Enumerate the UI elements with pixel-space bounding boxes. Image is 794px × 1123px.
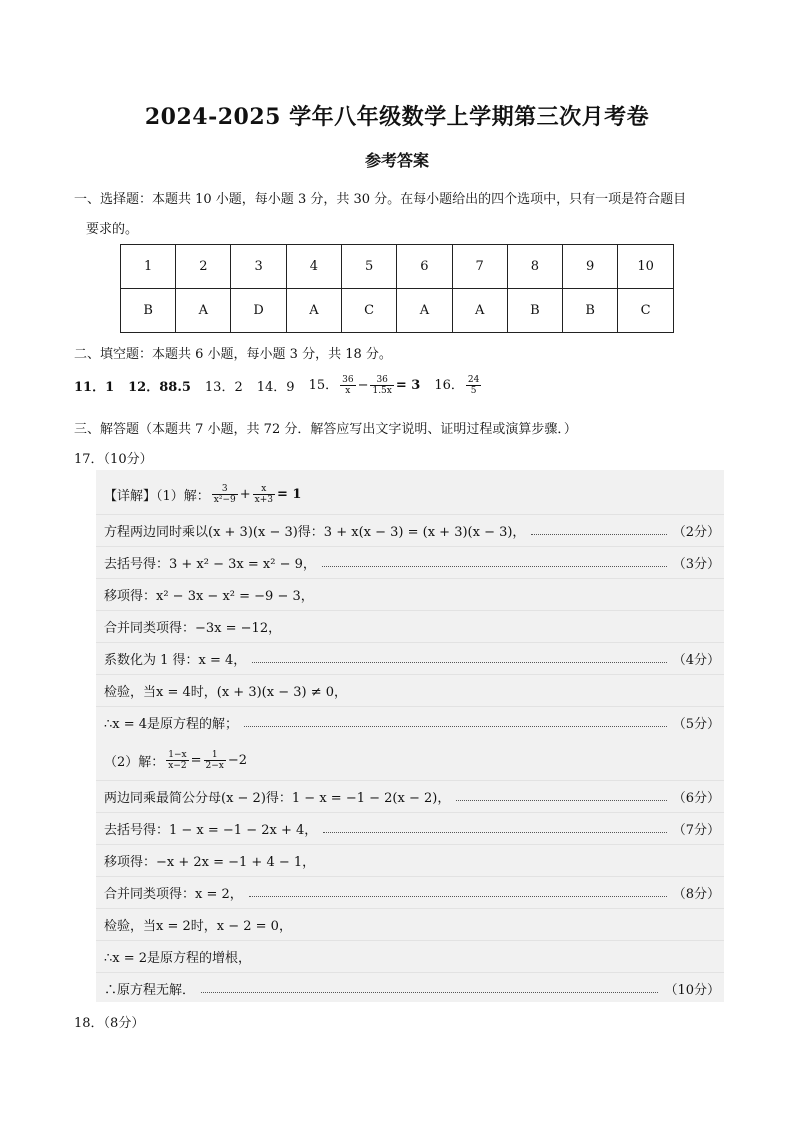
- answer-13: 13．2: [204, 379, 243, 395]
- table-cell-number: 3: [231, 245, 286, 289]
- step-separator: [96, 546, 724, 547]
- step-separator: [96, 940, 724, 941]
- table-cell-number: 6: [397, 245, 452, 289]
- step-separator: [96, 578, 724, 579]
- solution-step: [104, 612, 720, 640]
- step-separator: [96, 812, 724, 813]
- solution-step: [104, 846, 720, 874]
- solution-step: [104, 708, 720, 736]
- step-text: 系数化为 1 得：x = 4，: [104, 652, 247, 668]
- choice-answer-table: [120, 244, 674, 333]
- table-cell-answer: B: [121, 289, 176, 333]
- table-cell-answer: A: [176, 289, 231, 333]
- table-row-answers: [121, 289, 674, 333]
- dot-leader: [531, 534, 666, 535]
- solution-step: [104, 782, 720, 810]
- page-title: 2024-2025 学年八年级数学上学期第三次月考卷: [144, 104, 650, 130]
- answer-11: 11．1: [74, 379, 115, 395]
- step-score: （7分）: [672, 822, 720, 838]
- table-row-numbers: [121, 245, 674, 289]
- solution-step: [104, 910, 720, 938]
- solution-step: [104, 878, 720, 906]
- q18-label: 18．（8分）: [74, 1016, 145, 1031]
- solution-step: [104, 644, 720, 672]
- table-cell-answer: B: [507, 289, 562, 333]
- section2-heading: 二、填空题：本题共 6 小题，每小题 3 分，共 18 分。: [74, 347, 392, 362]
- step-text: 检验，当x = 4时，(x + 3)(x − 3) ≠ 0，: [104, 684, 347, 700]
- table-cell-number: 10: [618, 245, 674, 289]
- solution-step: [104, 974, 720, 1002]
- step-separator: [96, 908, 724, 909]
- step-score: （2分）: [672, 524, 720, 540]
- fraction: $\frac{1}{2-x}$: [205, 749, 224, 771]
- step-text: 移项得：x² − 3x − x² = −9 − 3，: [104, 588, 314, 604]
- dot-leader: [252, 662, 666, 663]
- step-text: 去括号得：1 − x = −1 − 2x + 4，: [104, 822, 318, 838]
- step-score: （4分）: [672, 652, 720, 668]
- answer-14: 14．9: [256, 379, 295, 395]
- q17-part2-equation: （2）解： $\frac{1-x}{x-2}$ = $\frac{1}{2-x}$ −2: [104, 749, 248, 771]
- table-cell-number: 1: [121, 245, 176, 289]
- step-score: （5分）: [672, 716, 720, 732]
- step-text: 合并同类项得：x = 2，: [104, 886, 243, 902]
- step-score: （3分）: [672, 556, 720, 572]
- answer-12: 12．88.5: [128, 379, 191, 395]
- solution-step: [104, 814, 720, 842]
- step-text: ∴x = 2是原方程的增根，: [104, 950, 252, 966]
- step-separator: [96, 514, 724, 515]
- dot-leader: [323, 832, 666, 833]
- step-text: 两边同乘最简公分母(x − 2)得：1 − x = −1 − 2(x − 2)，: [104, 790, 451, 806]
- dot-leader: [244, 726, 667, 727]
- step-text: ∴x = 4是原方程的解；: [104, 716, 239, 732]
- fraction: $\frac{x}{x+3}$: [254, 483, 273, 505]
- table-cell-answer: A: [397, 289, 452, 333]
- table-cell-number: 5: [342, 245, 397, 289]
- solution-step: [104, 676, 720, 704]
- table-cell-number: 9: [563, 245, 618, 289]
- step-score: （10分）: [664, 982, 720, 998]
- section1-heading-cont: 要求的。: [86, 222, 139, 237]
- solution-step: [104, 942, 720, 970]
- q17-label: 17．（10分）: [74, 452, 153, 467]
- step-separator: [96, 780, 724, 781]
- step-separator: [96, 844, 724, 845]
- solution-step: [104, 548, 720, 576]
- fraction: $\frac{36}{1.5x}$: [372, 375, 392, 396]
- table-cell-answer: C: [342, 289, 397, 333]
- fraction: $\frac{1-x}{x-2}$: [168, 749, 187, 771]
- step-separator: [96, 610, 724, 611]
- table-cell-answer: A: [452, 289, 507, 333]
- fraction: $\frac{24}{5}$: [467, 375, 480, 396]
- step-text: 合并同类项得：−3x = −12，: [104, 620, 282, 636]
- dot-leader: [249, 896, 667, 897]
- section3-heading: 三、解答题（本题共 7 小题，共 72 分．解答应写出文字说明、证明过程或演算步骤．）: [74, 422, 577, 437]
- step-score: （8分）: [672, 886, 720, 902]
- q17-part1-equation: 【详解】（1）解： $\frac{3}{\text{x²−9}}$ + $\frac{x}{x+3}$ = 1: [104, 483, 302, 505]
- step-text: ∴原方程无解．: [104, 982, 196, 998]
- page-subtitle: 参考答案: [364, 151, 429, 170]
- table-cell-number: 4: [286, 245, 341, 289]
- step-text: 去括号得：3 + x² − 3x = x² − 9，: [104, 556, 316, 572]
- table-cell-number: 7: [452, 245, 507, 289]
- table-cell-answer: C: [618, 289, 674, 333]
- table-cell-number: 2: [176, 245, 231, 289]
- dot-leader: [201, 992, 658, 993]
- table-cell-answer: B: [563, 289, 618, 333]
- step-text: 检验，当x = 2时，x − 2 = 0，: [104, 918, 292, 934]
- step-separator: [96, 706, 724, 707]
- table-cell-answer: A: [286, 289, 341, 333]
- table-cell-number: 8: [507, 245, 562, 289]
- dot-leader: [456, 800, 666, 801]
- answer-16: 16． $\frac{24}{5}$: [434, 375, 480, 396]
- fraction: $\frac{3}{\text{x²−9}}$: [213, 483, 236, 505]
- step-text: 移项得：−x + 2x = −1 + 4 − 1，: [104, 854, 316, 870]
- step-text: 方程两边同时乘以(x + 3)(x − 3)得：3 + x(x − 3) = (x + 3)(x − 3)，: [104, 524, 526, 540]
- step-score: （6分）: [672, 790, 720, 806]
- dot-leader: [322, 566, 667, 567]
- step-separator: [96, 876, 724, 877]
- fraction: $\frac{36}{x}$: [342, 375, 354, 396]
- step-separator: [96, 642, 724, 643]
- solution-step: [104, 516, 720, 544]
- table-cell-answer: D: [231, 289, 286, 333]
- answer-15: 15． $\frac{36}{x}$ − $\frac{36}{1.5x}$ = 3: [308, 375, 421, 396]
- step-separator: [96, 972, 724, 973]
- step-separator: [96, 674, 724, 675]
- section1-heading: 一、选择题：本题共 10 小题，每小题 3 分，共 30 分。在每小题给出的四个选项中，只有一项是符合题目: [74, 192, 687, 207]
- solution-step: [104, 580, 720, 608]
- fill-in-answers: [74, 374, 483, 396]
